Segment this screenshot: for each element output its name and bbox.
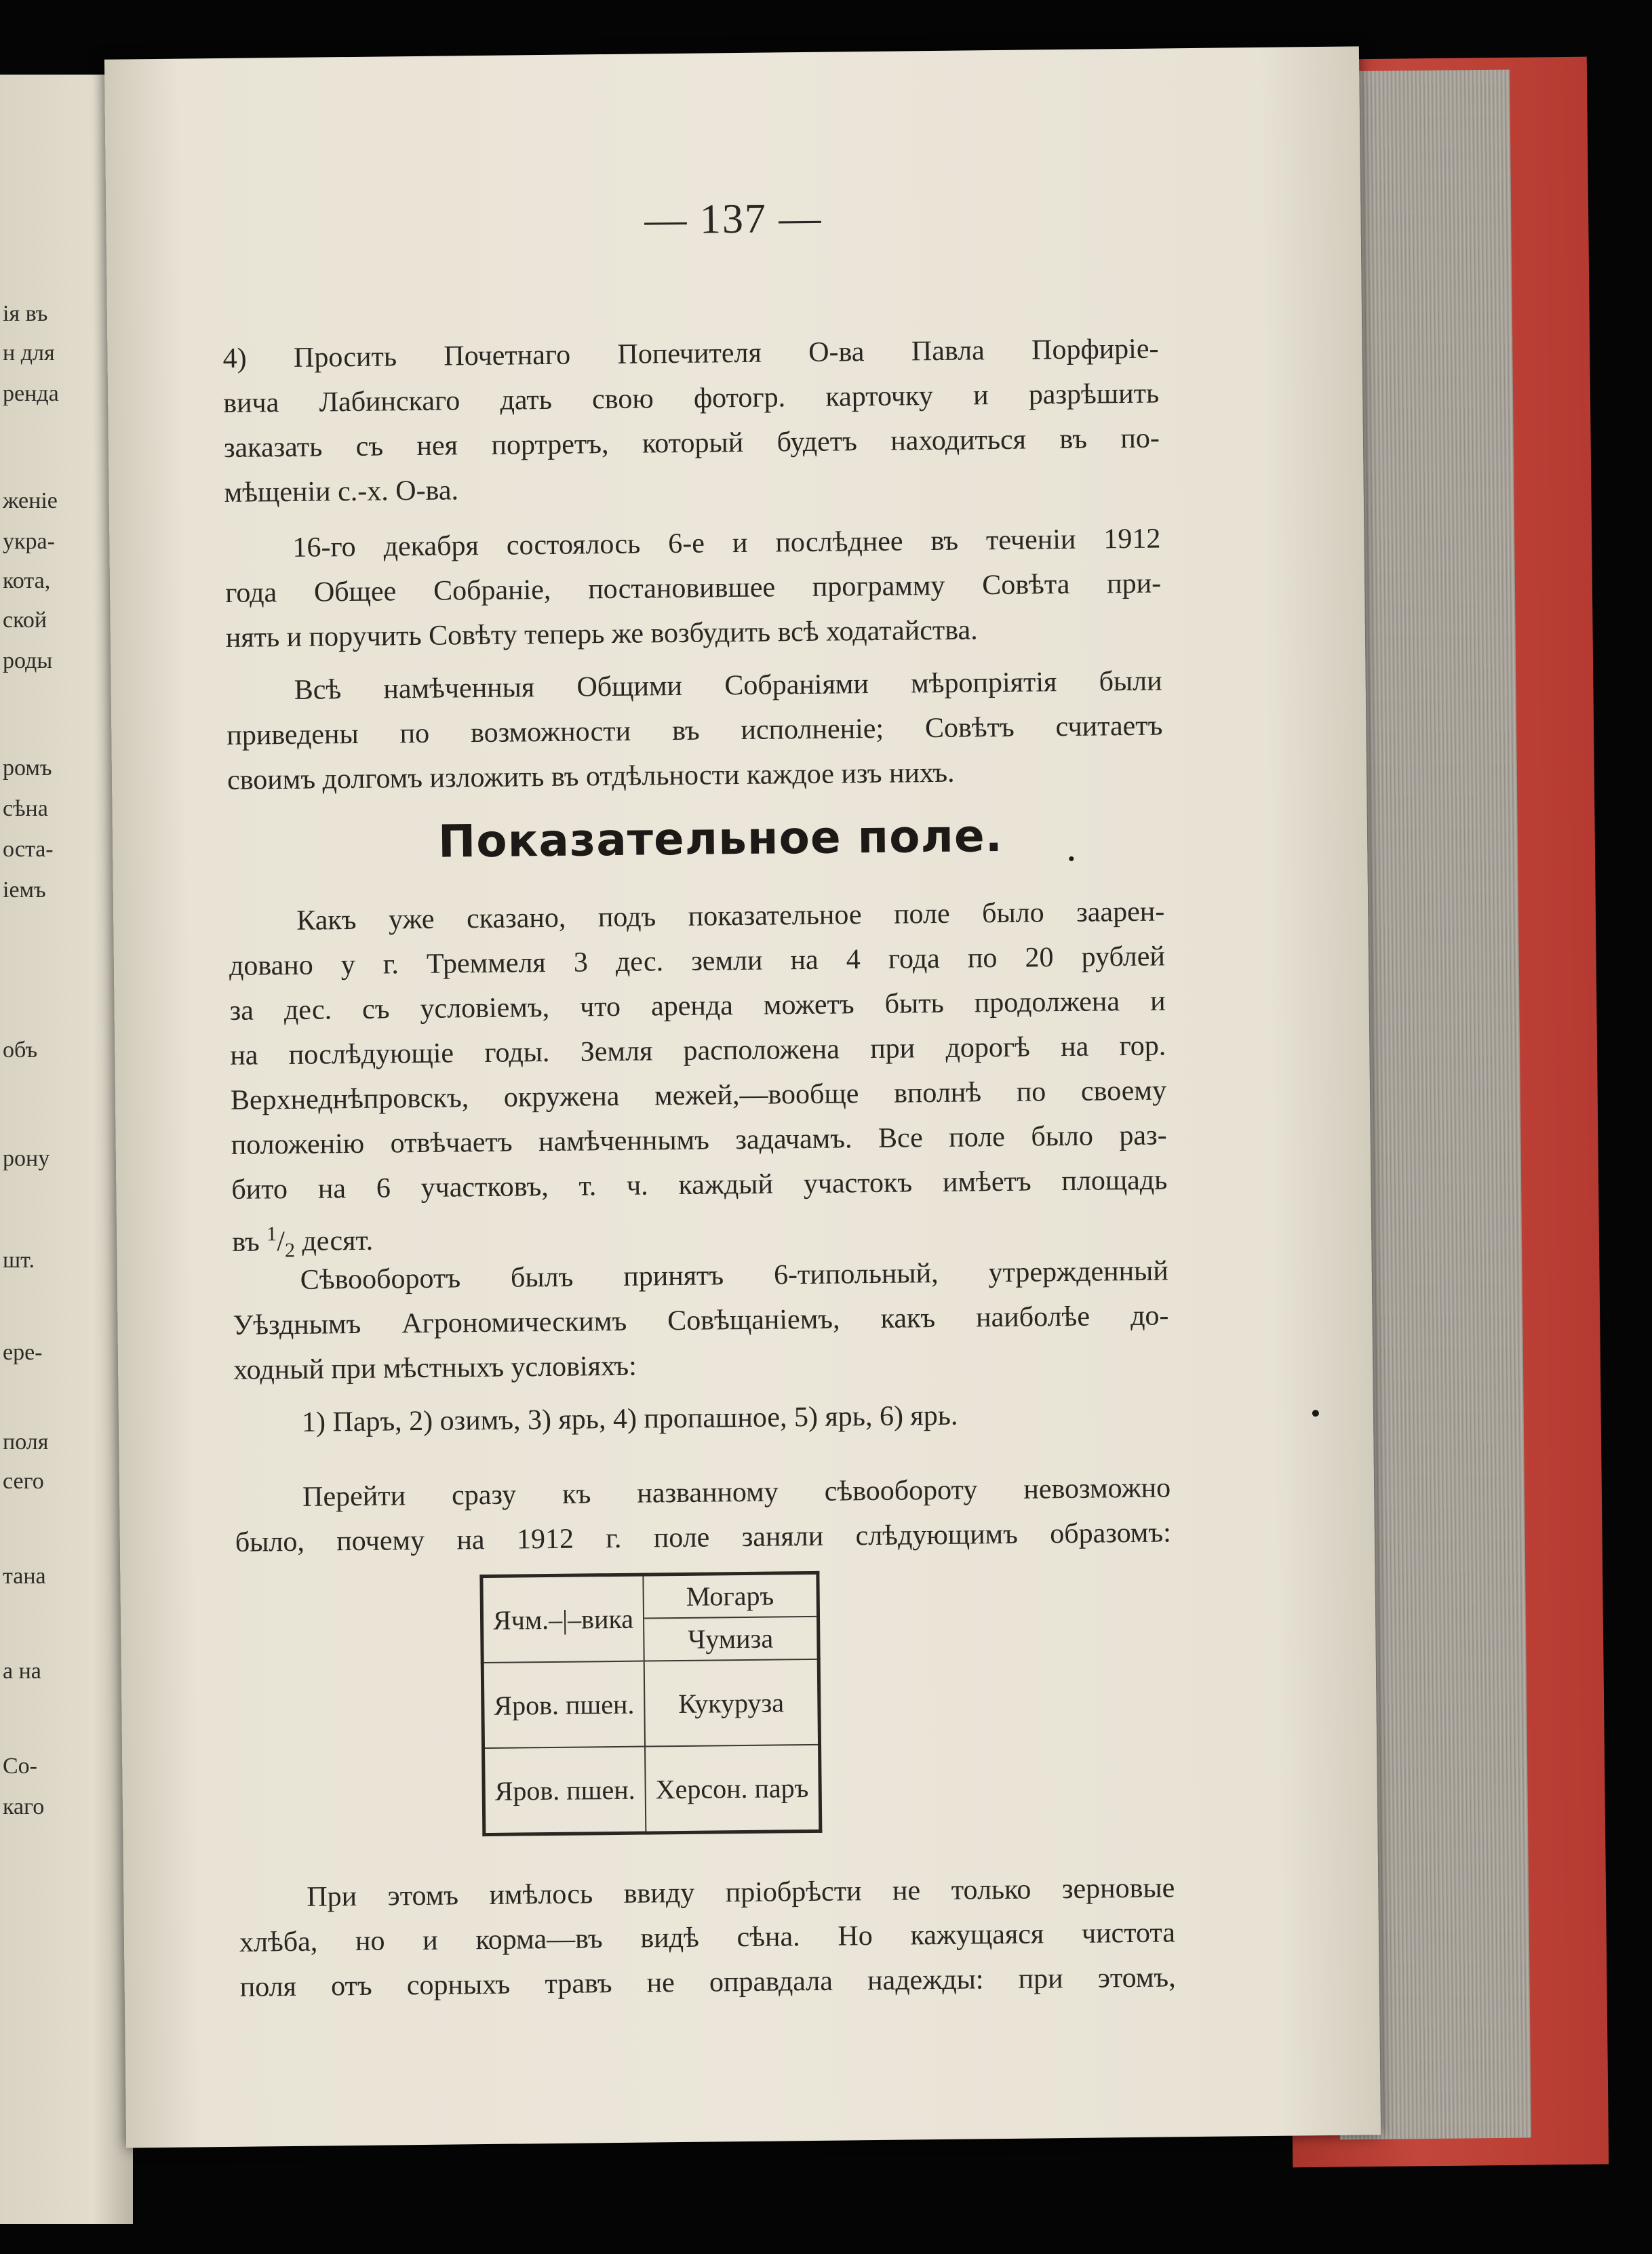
- table-row: [482, 1659, 819, 1748]
- text-line: довано у г. Треммеля 3 дес. земли на 4 года по 20 рублей: [229, 941, 1166, 982]
- text-fragment: въ: [231, 1226, 260, 1258]
- text-line: приведены по возможности въ исполненіе; Совѣтъ считаетъ: [227, 710, 1163, 751]
- text-line: за дес. съ условіемъ, что аренда можетъ быть продолжена и: [229, 985, 1166, 1027]
- text-line: бито на 6 участковъ, т. ч. каждый участокъ имѣетъ площадь: [231, 1164, 1168, 1206]
- text-line: вича Лабинскаго дать свою фотогр. карточку и разрѣшить: [223, 378, 1160, 419]
- text-line: положенію отвѣчаетъ намѣченнымъ задачамъ. Все поле было раз-: [231, 1120, 1167, 1161]
- book-page: [104, 46, 1381, 2148]
- text-fragment: десят.: [302, 1225, 374, 1257]
- page-number: — 137 —: [644, 195, 823, 243]
- paragraph-item-4: [222, 327, 1160, 515]
- left-page-fragment: тана: [3, 1564, 46, 1589]
- table-row: [484, 1745, 821, 1835]
- text-line: ходный при мѣстныхъ условіяхъ:: [233, 1350, 637, 1386]
- text-line: Какъ уже сказано, подъ показательное поле было заарен-: [296, 896, 1165, 936]
- left-page-fragment: шт.: [3, 1248, 35, 1273]
- ink-speck: [1069, 856, 1074, 861]
- paragraph-december-meeting: [224, 517, 1162, 660]
- split-cell: [644, 1575, 817, 1661]
- table-cell: Яров. пшен.: [482, 1661, 645, 1748]
- text-line: года Общее Собраніе, постановившее программу Совѣта при-: [224, 568, 1162, 609]
- left-page-fragment: ренда: [3, 381, 59, 406]
- left-page-fragment: сего: [3, 1469, 44, 1494]
- page-content: [104, 46, 1381, 2148]
- text-line: на послѣдующіе годы. Земля расположена при дорогѣ на гор.: [230, 1030, 1166, 1071]
- text-line: нять и поручить Совѣту теперь же возбудить всѣ ходатайства.: [225, 614, 978, 654]
- fraction-denominator: 2: [284, 1239, 296, 1262]
- table-cell: Ячм.–|–вика: [481, 1575, 644, 1663]
- text-line: Верхнеднѣпровскъ, окружена межей,—вообще вполнѣ по своему: [230, 1075, 1167, 1116]
- left-page-fragment: рону: [3, 1146, 50, 1171]
- left-page-fragment: Со-: [3, 1754, 37, 1779]
- left-page-fragment: ере-: [3, 1340, 43, 1365]
- text-line: Уѣзднымъ Агрономическимъ Совѣщаніемъ, какъ наиболѣе до-: [233, 1300, 1169, 1341]
- table-cell: Херсон. паръ: [645, 1745, 820, 1833]
- table-cell-split: [643, 1573, 818, 1661]
- text-line: При этомъ имѣлось ввиду пріобрѣсти не только зерновые: [307, 1872, 1175, 1913]
- left-page-fragment: іемъ: [3, 877, 46, 903]
- fraction-numerator: 1: [266, 1223, 277, 1246]
- left-page-fragment: укра-: [3, 529, 55, 554]
- left-page-fragment: ской: [3, 608, 47, 633]
- text-line: хлѣба, но и корма—въ видѣ сѣна. Но кажущаяся чистота: [239, 1917, 1176, 1958]
- left-page-fragment: роды: [3, 648, 53, 673]
- text-line: заказать съ нея портретъ, который будетъ находиться въ по-: [223, 422, 1160, 464]
- left-page-fragment: ромъ: [3, 755, 52, 780]
- paragraph-acquisition: [239, 1865, 1176, 2009]
- ink-speck: [1312, 1410, 1319, 1417]
- table-row: [481, 1573, 819, 1663]
- left-page-fragment: объ: [3, 1037, 38, 1063]
- left-page-fragment: поля: [3, 1429, 49, 1455]
- table-cell: Кукуруза: [644, 1659, 819, 1747]
- paragraph-transition: [235, 1465, 1171, 1564]
- text-line: своимъ долгомъ изложить въ отдѣльности каждое изъ нихъ.: [227, 757, 955, 796]
- left-page-fragment: ія въ: [3, 301, 48, 326]
- text-line: Сѣвооборотъ былъ принятъ 6-типольный, утрержденный: [300, 1255, 1168, 1296]
- paragraph-crop-rotation: [232, 1248, 1169, 1392]
- text-line: въ $^1/_2$ десят.: [231, 1223, 374, 1262]
- left-page-fragment: сѣна: [3, 796, 48, 821]
- left-page-fragment: оста-: [3, 837, 54, 862]
- text-line: мѣщеніи с.-х. О-ва.: [224, 475, 459, 509]
- left-page-fragment: н для: [3, 340, 55, 365]
- text-line: 1) Паръ, 2) озимъ, 3) ярь, 4) пропашное, 5) ярь, 6) ярь.: [301, 1400, 958, 1438]
- field-layout-table: [479, 1571, 822, 1836]
- text-line: поля отъ сорныхъ травъ не оправдала надежды: при этомъ,: [239, 1962, 1176, 2003]
- left-page-fragment: женіе: [3, 488, 58, 513]
- paragraph-measures: [226, 658, 1163, 802]
- text-line: 16-го декабря состоялось 6-е и послѣднее въ теченіи 1912: [292, 523, 1161, 564]
- left-page-fragment: кота,: [3, 568, 51, 593]
- paragraph-rotation-list: [234, 1391, 1171, 1445]
- text-line: 4) Просить Почетнаго Попечителя О-ва Павла Порфиріе-: [222, 333, 1159, 374]
- paragraph-demo-field: [229, 889, 1168, 1273]
- text-line: Перейти сразу къ названному сѣвообороту невозможно: [302, 1472, 1171, 1513]
- left-page-fragment: каго: [3, 1794, 45, 1819]
- left-page-fragment: а на: [3, 1659, 41, 1684]
- table-cell: Могаръ: [644, 1575, 816, 1619]
- table-cell: Чумиза: [688, 1623, 774, 1655]
- text-line: Всѣ намѣченныя Общими Собраніями мѣропріятія были: [294, 665, 1162, 706]
- text-line: было, почему на 1912 г. поле заняли слѣдующимъ образомъ:: [235, 1517, 1172, 1558]
- table-cell: Яров. пшен.: [484, 1747, 646, 1835]
- section-heading: Показательное поле.: [437, 809, 1004, 868]
